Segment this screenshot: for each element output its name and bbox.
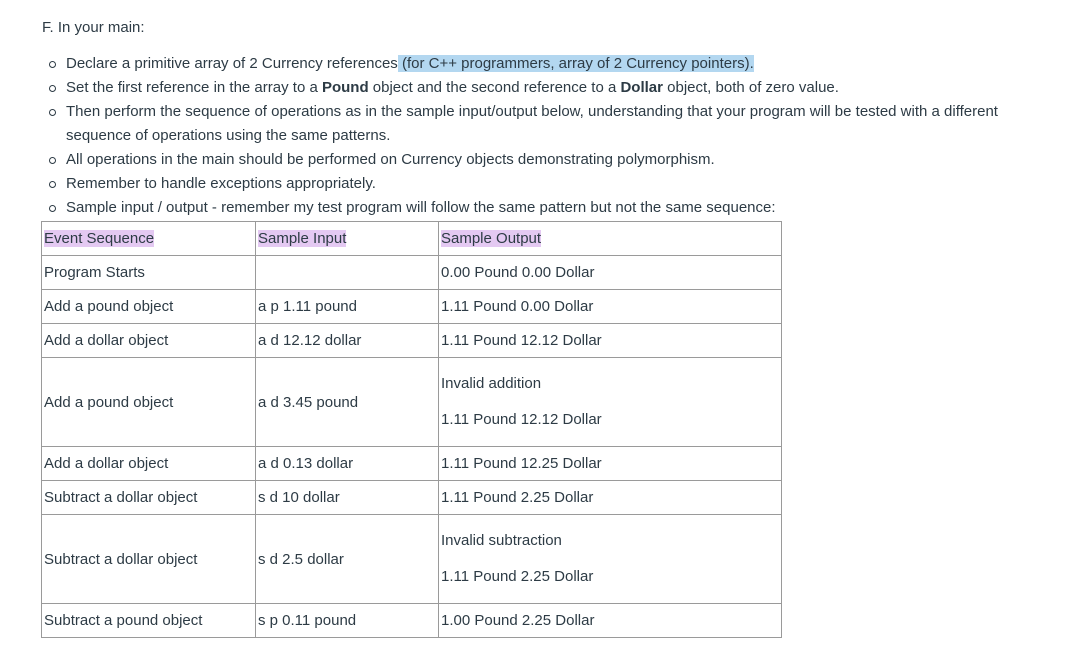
output-cell	[439, 358, 782, 447]
input-cell	[256, 256, 439, 290]
table-row	[42, 358, 782, 447]
output-cell: 1.11 Pound 12.12 Dollar	[439, 324, 782, 358]
event-cell: Subtract a dollar object	[42, 481, 256, 515]
event-cell: Subtract a pound object	[42, 604, 256, 638]
bullet-3-line-1: Then perform the sequence of operations as in the sample input/output below, understanding that your program will be tested with a different	[66, 103, 998, 120]
bullet-2-bold-pound: Pound	[321, 79, 369, 96]
instructions-list	[42, 52, 1081, 220]
bullet-2-bold-dollar: Dollar	[620, 79, 663, 96]
event-cell: Add a dollar object	[42, 324, 256, 358]
section-heading: F. In your main:	[42, 19, 145, 36]
event-cell: Program Starts	[42, 256, 256, 290]
list-item	[66, 196, 1081, 220]
output-line-error: Invalid subtraction	[441, 532, 562, 549]
event-cell: Add a dollar object	[42, 447, 256, 481]
input-cell: a d 0.13 dollar	[256, 447, 439, 481]
input-cell: a d 3.45 pound	[256, 358, 439, 447]
header-sample-output: Sample Output	[439, 222, 782, 256]
table-row	[42, 256, 782, 290]
bullet-4-text: All operations in the main should be performed on Currency objects demonstrating polymorphism.	[66, 151, 715, 168]
output-line-error: Invalid addition	[441, 375, 542, 392]
bullet-2-mid: object and the second reference to a	[368, 79, 621, 96]
table-row	[42, 604, 782, 638]
input-cell: a p 1.11 pound	[256, 290, 439, 324]
bullet-5-text: Remember to handle exceptions appropriately.	[66, 175, 376, 192]
bullet-6-text: Sample input / output - remember my test program will follow the same pattern but not the same sequence:	[66, 199, 776, 216]
output-cell: 0.00 Pound 0.00 Dollar	[439, 256, 782, 290]
table-row	[42, 515, 782, 604]
list-item	[66, 148, 1081, 172]
output-cell: 1.11 Pound 0.00 Dollar	[439, 290, 782, 324]
table-header-row	[42, 222, 782, 256]
input-cell: a d 12.12 dollar	[256, 324, 439, 358]
output-line-result: 1.11 Pound 2.25 Dollar	[441, 568, 594, 585]
table-row	[42, 481, 782, 515]
input-cell: s p 0.11 pound	[256, 604, 439, 638]
header-event-sequence: Event Sequence	[42, 222, 256, 256]
table-row	[42, 324, 782, 358]
bullet-2-pre: Set the first reference in the array to a	[66, 79, 322, 96]
bullet-3-line-2: sequence of operations using the same patterns.	[66, 127, 391, 144]
output-line-result: 1.11 Pound 12.12 Dollar	[441, 411, 602, 428]
bullet-2-post: object, both of zero value.	[662, 79, 839, 96]
event-cell: Subtract a dollar object	[42, 515, 256, 604]
input-cell: s d 2.5 dollar	[256, 515, 439, 604]
table-row	[42, 290, 782, 324]
event-cell: Add a pound object	[42, 358, 256, 447]
list-item	[66, 100, 1081, 148]
output-cell: 1.11 Pound 2.25 Dollar	[439, 481, 782, 515]
list-item	[66, 76, 1081, 100]
bullet-1-text: Declare a primitive array of 2 Currency references	[66, 55, 398, 72]
list-item	[66, 52, 1081, 76]
output-cell	[439, 515, 782, 604]
table-row	[42, 447, 782, 481]
list-item	[66, 172, 1081, 196]
output-cell: 1.00 Pound 2.25 Dollar	[439, 604, 782, 638]
bullet-1-highlight: (for C++ programmers, array of 2 Currency pointers).	[397, 55, 754, 72]
output-cell: 1.11 Pound 12.25 Dollar	[439, 447, 782, 481]
sample-io-table	[41, 221, 782, 638]
header-sample-input: Sample Input	[256, 222, 439, 256]
input-cell: s d 10 dollar	[256, 481, 439, 515]
event-cell: Add a pound object	[42, 290, 256, 324]
